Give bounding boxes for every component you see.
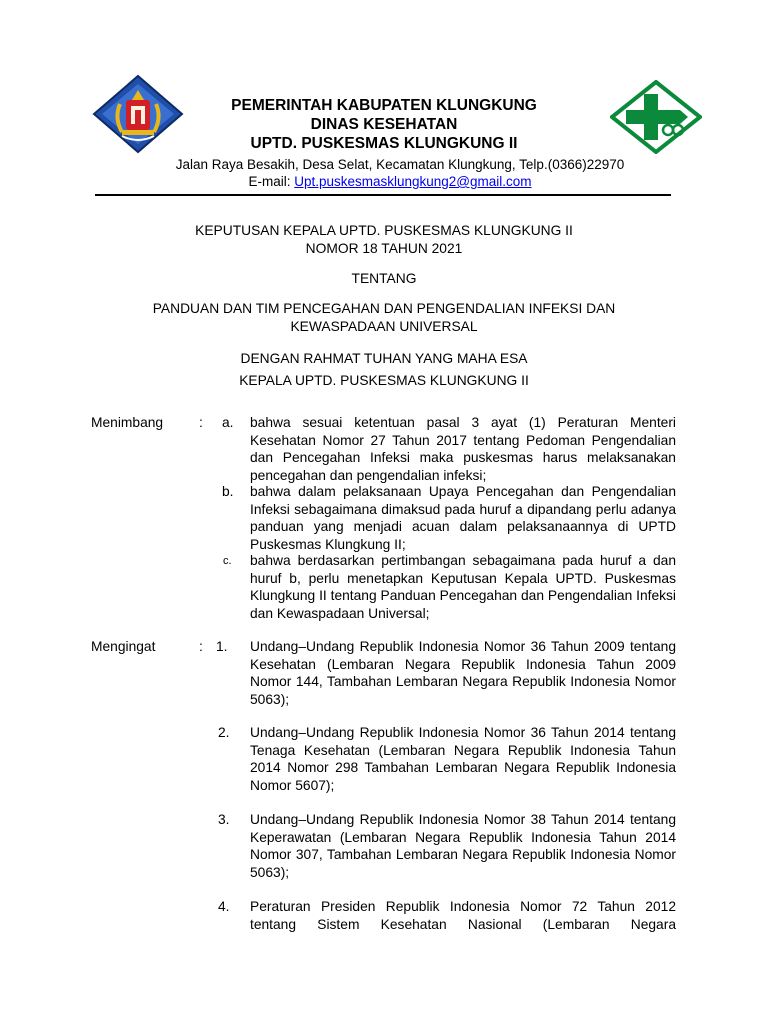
menimbang-item-c: bahwa berdasarkan pertimbangan sebagaimana pada huruf a dan huruf b, perlu menetapkan Keputusan Kepala UPTD. Puskesmas Klungkung II tentang Panduan Pencegahan dan Pengendalian Infeksi dan Kewaspadaan Universal; [250, 553, 676, 621]
email-link[interactable]: Upt.puskesmasklungkung2@gmail.com [294, 174, 532, 189]
email-label: E-mail: [248, 174, 295, 189]
decree-tentang: TENTANG [351, 271, 417, 286]
decree-kepala: KEPALA UPTD. PUSKESMAS KLUNGKUNG II [239, 373, 529, 388]
mengingat-marker-2: 2. [218, 725, 230, 740]
header-government-name: PEMERINTAH KABUPATEN KLUNGKUNG [231, 97, 537, 114]
header-address: Jalan Raya Besakih, Desa Selat, Kecamatan Klungkung, Telp.(0366)22970 [175, 157, 625, 172]
mengingat-item-3: Undang–Undang Republik Indonesia Nomor 38 Tahun 2014 tentang Keperawatan (Lembaran Negara Republik Indonesia Tahun 2014 Nomor 307, Tambahan Lembaran Negara Republik Indonesia Nomor 5063); [250, 812, 676, 880]
decree-number: NOMOR 18 TAHUN 2021 [305, 241, 463, 256]
puskesmas-logo-icon [610, 80, 702, 154]
mengingat-colon: : [199, 639, 203, 654]
mengingat-item-4: Peraturan Presiden Republik Indonesia Nomor 72 Tahun 2012 tentang Sistem Kesehatan Nasional (Lembaran Negara [250, 899, 676, 932]
mengingat-marker-1: 1. [216, 639, 228, 654]
mengingat-label: Mengingat [91, 639, 156, 654]
decree-subject-line1: PANDUAN DAN TIM PENCEGAHAN DAN PENGENDALIAN INFEKSI DAN [152, 301, 616, 316]
header-department-name: DINAS KESEHATAN [310, 116, 458, 133]
header-email-line [120, 173, 660, 191]
header-divider [95, 194, 671, 196]
decree-rahmat: DENGAN RAHMAT TUHAN YANG MAHA ESA [240, 351, 528, 366]
menimbang-marker-c: c. [223, 555, 232, 567]
mengingat-marker-3: 3. [218, 812, 230, 827]
menimbang-label: Menimbang [91, 415, 164, 430]
decree-title: KEPUTUSAN KEPALA UPTD. PUSKESMAS KLUNGKUNG II [195, 223, 573, 238]
menimbang-item-a: bahwa sesuai ketentuan pasal 3 ayat (1) Peraturan Menteri Kesehatan Nomor 27 Tahun 2017 tentang Pedoman Pengendalian dan Pencegahan Infeksi maka puskesmas harus melaksanakan pencegahan dan pengendalian infeksi; [250, 415, 676, 483]
mengingat-marker-4: 4. [218, 899, 230, 914]
header-unit-name: UPTD. PUSKESMAS KLUNGKUNG II [250, 135, 518, 152]
menimbang-item-b: bahwa dalam pelaksanaan Upaya Pencegahan dan Pengendalian Infeksi sebagaimana dimaksud pada huruf a dipandang perlu adanya panduan yang menjadi acuan dalam pelaksanaannya di UPTD Puskesmas Klungkung II; [250, 484, 676, 552]
menimbang-marker-b: b. [222, 484, 234, 499]
mengingat-item-2: Undang–Undang Republik Indonesia Nomor 36 Tahun 2014 tentang Tenaga Kesehatan (Lembaran Negara Republik Indonesia Tahun 2014 Nomor 298 Tambahan Lembaran Negara Republik Indonesia Nomor 5607); [250, 725, 676, 793]
menimbang-colon: : [199, 415, 203, 430]
menimbang-marker-a: a. [222, 415, 234, 430]
mengingat-item-1: Undang–Undang Republik Indonesia Nomor 36 Tahun 2009 tentang Kesehatan (Lembaran Negara Republik Indonesia Tahun 2009 Nomor 144, Tambahan Lembaran Negara Republik Indonesia Nomor 5063); [250, 639, 676, 707]
decree-subject-line2: KEWASPADAAN UNIVERSAL [290, 319, 478, 334]
